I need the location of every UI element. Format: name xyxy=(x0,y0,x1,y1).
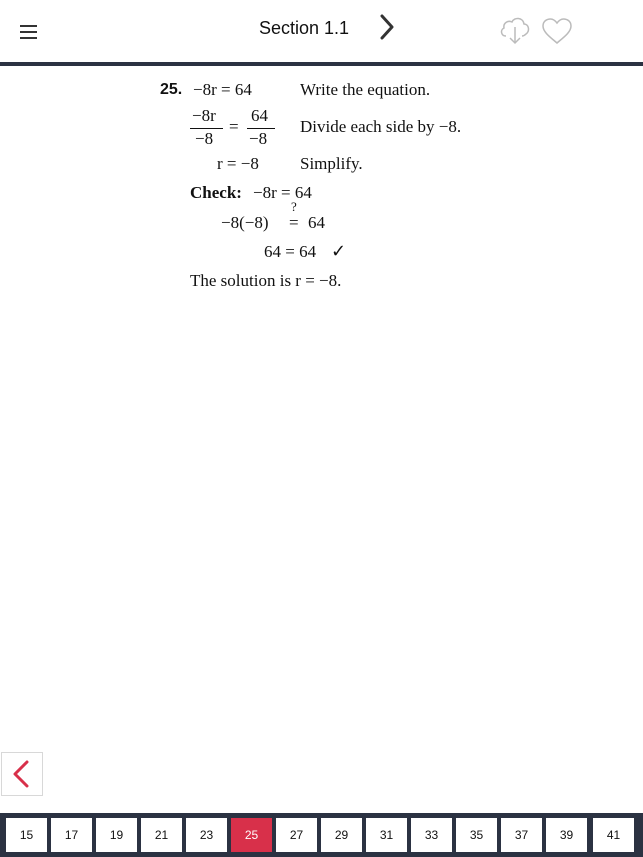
conclusion: The solution is r = −8. xyxy=(190,271,342,290)
solution-content xyxy=(0,66,643,746)
check-equation: −8r = 64 xyxy=(253,183,312,202)
fraction-right-numerator: 64 xyxy=(251,106,268,125)
page-button-21[interactable]: 21 xyxy=(141,818,182,852)
page-button-39[interactable]: 39 xyxy=(546,818,587,852)
heart-icon[interactable] xyxy=(540,16,574,46)
check-label: Check: xyxy=(190,183,242,202)
page-button-31[interactable]: 31 xyxy=(366,818,407,852)
page-button-37[interactable]: 37 xyxy=(501,818,542,852)
check-substitution-right: 64 xyxy=(308,213,325,232)
check-question-mark: ? xyxy=(291,199,297,214)
page-button-29[interactable]: 29 xyxy=(321,818,362,852)
step-note-1: Write the equation. xyxy=(300,80,431,99)
step-note-2: Divide each side by −8. xyxy=(300,117,462,136)
equation-line-1: −8r = 64 xyxy=(193,80,252,99)
step-note-3: Simplify. xyxy=(300,154,363,173)
page-button-33[interactable]: 33 xyxy=(411,818,452,852)
page-button-19[interactable]: 19 xyxy=(96,818,137,852)
hamburger-icon[interactable] xyxy=(18,22,42,42)
fraction-left-numerator: −8r xyxy=(192,106,216,125)
page-button-15[interactable]: 15 xyxy=(6,818,47,852)
fraction-right-denominator: −8 xyxy=(249,129,268,148)
chevron-right-icon[interactable] xyxy=(372,12,402,42)
problem-number: 25. xyxy=(160,81,183,98)
page-button-23[interactable]: 23 xyxy=(186,818,227,852)
cloud-download-icon[interactable] xyxy=(498,14,532,46)
checkmark-icon: ✓ xyxy=(331,241,347,262)
chevron-left-icon xyxy=(2,753,42,795)
fraction-left-denominator: −8 xyxy=(195,129,214,148)
page-button-17[interactable]: 17 xyxy=(51,818,92,852)
page-button-35[interactable]: 35 xyxy=(456,818,497,852)
page-title: Section 1.1 xyxy=(258,18,350,38)
fraction-equals: = xyxy=(229,117,239,136)
check-substitution-left: −8(−8) xyxy=(221,213,269,232)
page-button-27[interactable]: 27 xyxy=(276,818,317,852)
check-result: 64 = 64 xyxy=(264,242,317,261)
top-bar xyxy=(0,0,643,62)
check-substitution-equals: = xyxy=(289,213,299,232)
back-button[interactable] xyxy=(1,752,43,796)
page-button-25[interactable]: 25 xyxy=(231,818,272,852)
page-button-41[interactable]: 41 xyxy=(593,818,634,852)
equation-line-3: r = −8 xyxy=(217,154,259,173)
